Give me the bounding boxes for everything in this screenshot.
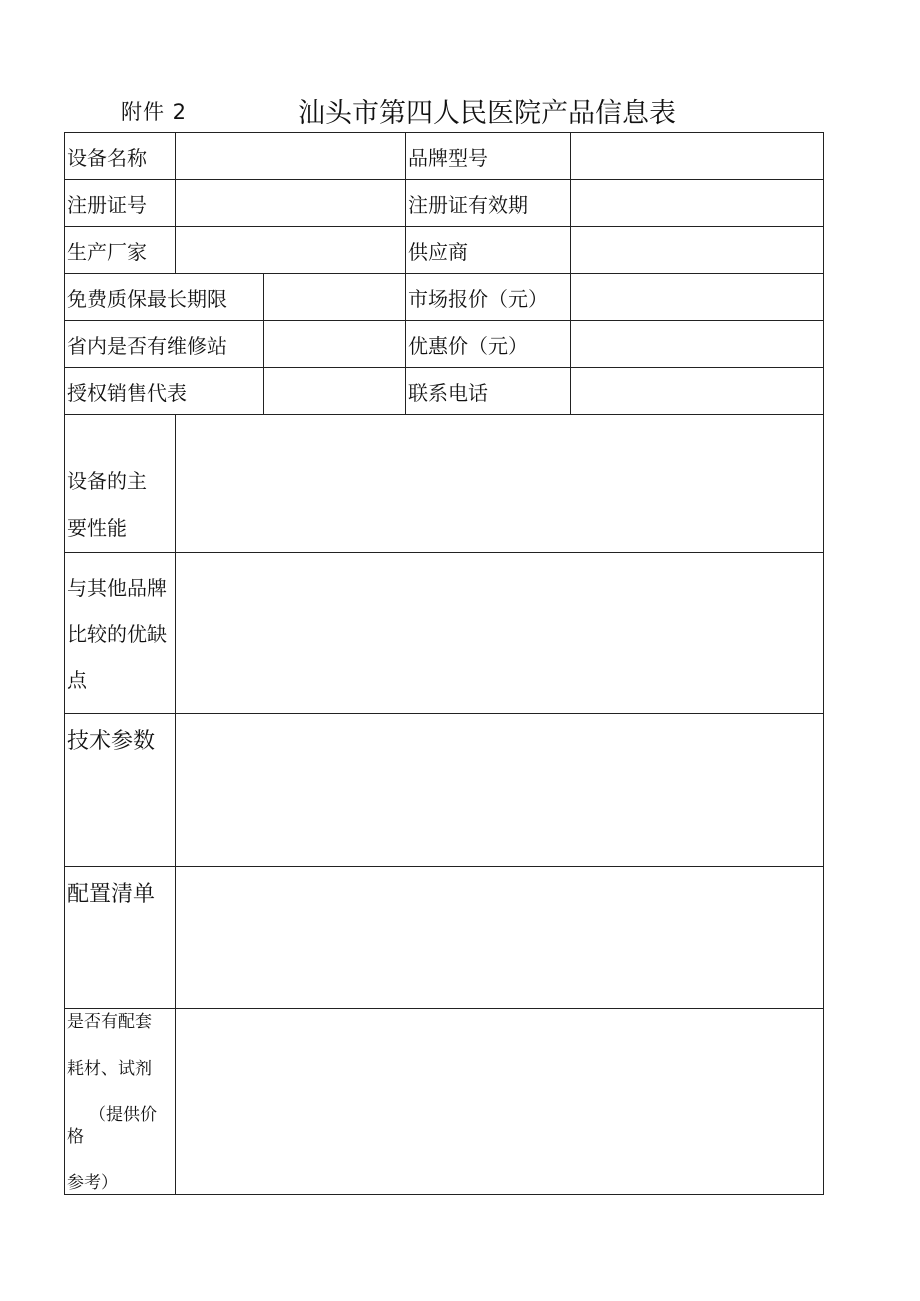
discount-price-field[interactable] — [571, 321, 824, 368]
tech-params-label: 技术参数 — [65, 714, 176, 867]
sales-rep-field[interactable] — [264, 368, 406, 415]
table-row — [65, 867, 824, 1009]
performance-field[interactable] — [176, 415, 824, 553]
table-row — [65, 180, 824, 227]
phone-field[interactable] — [571, 368, 824, 415]
discount-price-label: 优惠价（元） — [406, 321, 571, 368]
comparison-label — [65, 553, 176, 714]
table-row — [65, 553, 824, 714]
table-row — [65, 274, 824, 321]
repair-station-field[interactable] — [264, 321, 406, 368]
warranty-field[interactable] — [264, 274, 406, 321]
registration-no-label: 注册证号 — [65, 180, 176, 227]
tech-params-field[interactable] — [176, 714, 824, 867]
table-row — [65, 714, 824, 867]
warranty-label: 免费质保最长期限 — [65, 274, 264, 321]
registration-validity-label: 注册证有效期 — [406, 180, 571, 227]
phone-label: 联系电话 — [406, 368, 571, 415]
consumables-field[interactable] — [176, 1009, 824, 1195]
manufacturer-field[interactable] — [176, 227, 406, 274]
supplier-label: 供应商 — [406, 227, 571, 274]
consumables-label-line: 耗材、试剂 — [67, 1059, 152, 1079]
registration-validity-field[interactable] — [571, 180, 824, 227]
table-row — [65, 368, 824, 415]
comparison-field[interactable] — [176, 553, 824, 714]
consumables-label-line: 参考） — [67, 1173, 118, 1193]
market-price-label: 市场报价（元） — [406, 274, 571, 321]
comparison-label-line: 比较的优缺 — [67, 622, 167, 646]
brand-model-label: 品牌型号 — [406, 133, 571, 180]
table-row — [65, 321, 824, 368]
market-price-field[interactable] — [571, 274, 824, 321]
attachment-label: 附件 2 — [121, 100, 188, 124]
table-row — [65, 227, 824, 274]
manufacturer-label: 生产厂家 — [65, 227, 176, 274]
consumables-label-line: 是否有配套 — [67, 1012, 152, 1032]
config-list-field[interactable] — [176, 867, 824, 1009]
consumables-label — [65, 1009, 176, 1195]
performance-label-line: 设备的主 — [67, 469, 147, 493]
table-row — [65, 415, 824, 553]
product-info-table — [64, 132, 824, 1195]
brand-model-field[interactable] — [571, 133, 824, 180]
comparison-label-line: 点 — [67, 668, 87, 692]
device-name-label: 设备名称 — [65, 133, 176, 180]
supplier-field[interactable] — [571, 227, 824, 274]
repair-station-label: 省内是否有维修站 — [65, 321, 264, 368]
consumables-label-line: 格 — [67, 1127, 84, 1147]
config-list-label: 配置清单 — [65, 867, 176, 1009]
performance-label-line: 要性能 — [67, 516, 127, 540]
comparison-label-line: 与其他品牌 — [67, 576, 167, 600]
performance-label — [65, 415, 176, 553]
page-title: 汕头市第四人民医院产品信息表 — [298, 98, 676, 129]
table-row — [65, 1009, 824, 1195]
consumables-label-line: （提供价 — [89, 1105, 157, 1125]
table-row — [65, 133, 824, 180]
device-name-field[interactable] — [176, 133, 406, 180]
registration-no-field[interactable] — [176, 180, 406, 227]
sales-rep-label: 授权销售代表 — [65, 368, 264, 415]
